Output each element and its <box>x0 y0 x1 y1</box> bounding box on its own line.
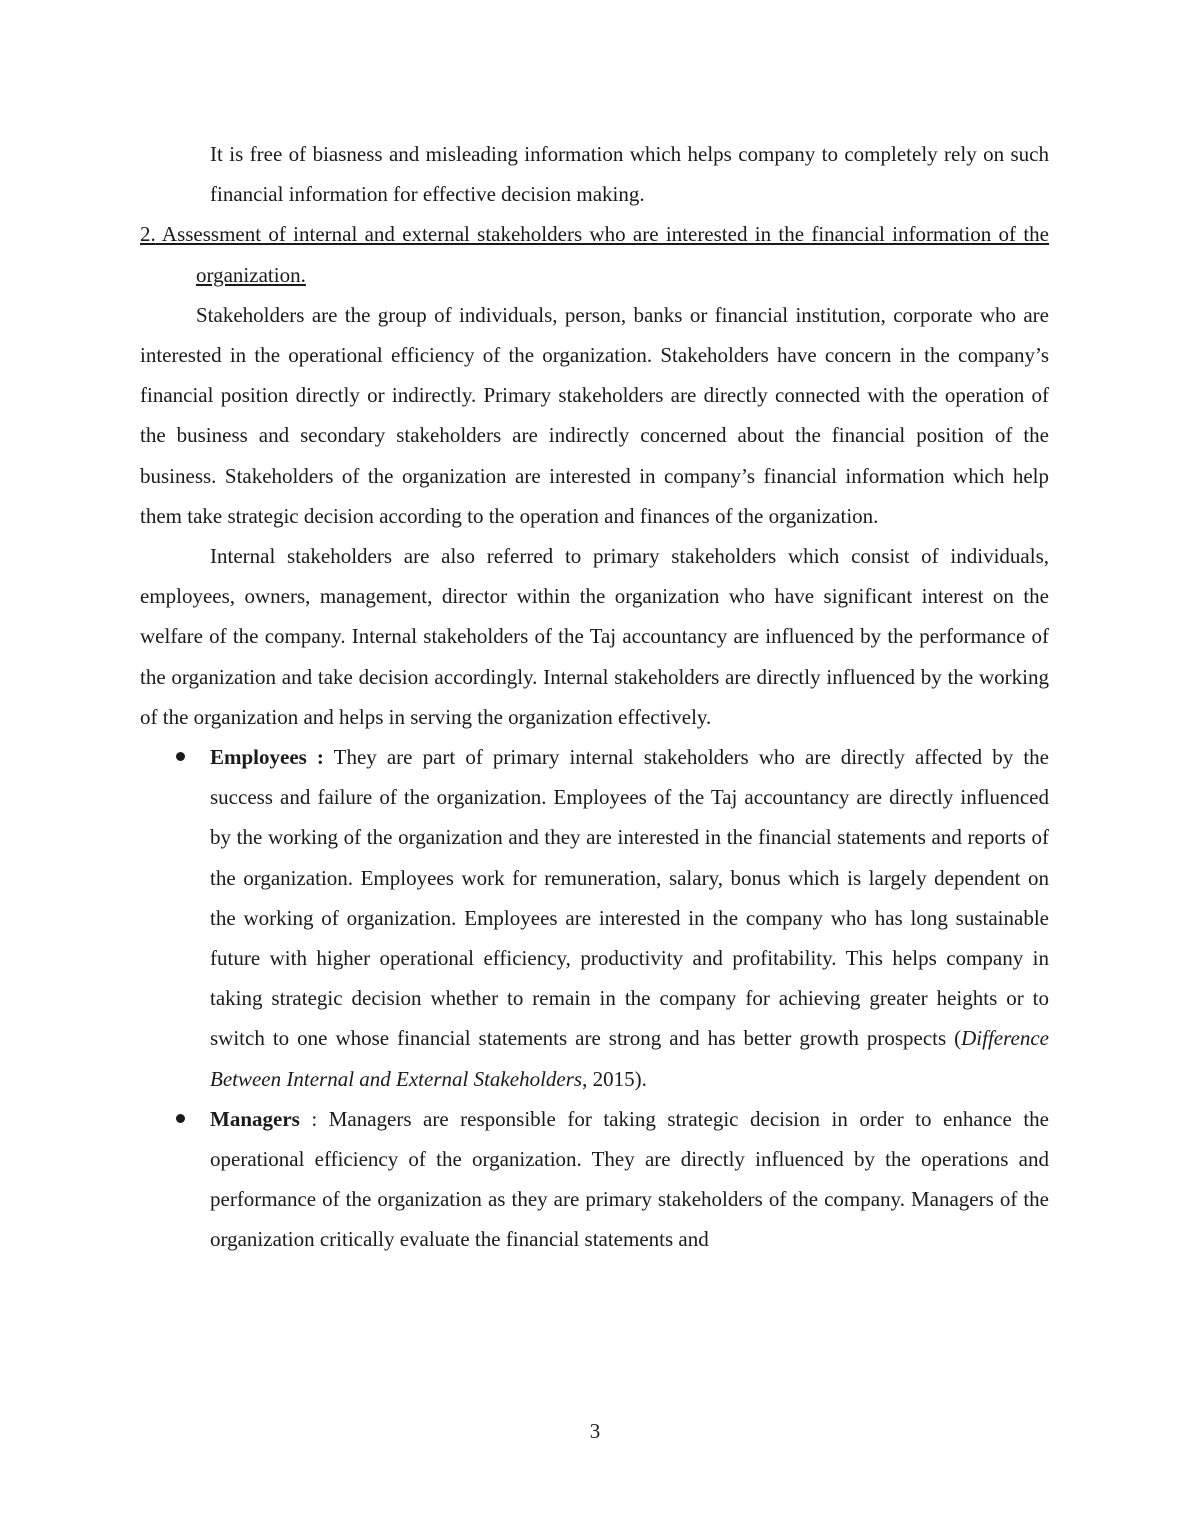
page-body <box>140 134 1049 1260</box>
managers-text: : Managers are responsible for taking strategic decision in order to enhance the operational efficiency of the organization. They are directly influenced by the operations and performance of the organization as they are primary stakeholders of the company. Managers of the organization critically evaluate the financial statements and <box>210 1106 1049 1252</box>
employees-term: Employees : <box>210 745 324 770</box>
managers-term: Managers <box>210 1106 300 1131</box>
section-heading-text: Assessment of internal and external stakeholders who are interested in the financial information of the organization. <box>161 222 1050 287</box>
bullet-icon <box>176 752 185 761</box>
employees-text: They are part of primary internal stakeholders who are directly affected by the success and failure of the organization. Employees of the Taj accountancy are directly influenced by the working of the organization and they are interested in the financial statements and reports of the organization. Employees work for remuneration, salary, bonus which is largely dependent on the working of organization. Employees are interested in the company who has long sustainable future with higher operational efficiency, productivity and profitability. This helps company in taking strategic decision whether to remain in the company for achieving greater heights or to switch to one whose financial statements are strong and has better growth prospects ( <box>210 745 1050 1051</box>
employees-citation-title: Difference Between Internal and External Stakeholders <box>210 1026 1049 1091</box>
page-number: 3 <box>589 1419 601 1443</box>
bullet-icon <box>176 1114 185 1123</box>
list-item-employees <box>140 737 1049 1099</box>
stakeholders-intro-paragraph: Stakeholders are the group of individuals, person, banks or financial institution, corporate who are interested in the operational efficiency of the organization. Stakeholders have concern in the company’s financial position directly or indirectly. Primary stakeholders are directly connected with the operation of the business and secondary stakeholders are indirectly concerned about the financial position of the business. Stakeholders of the organization are interested in company’s financial information which help them take strategic decision according to the operation and finances of the organization. <box>140 302 1049 528</box>
internal-stakeholders-paragraph: Internal stakeholders are also referred to primary stakeholders which consist of individuals, employees, owners, management, director within the organization who have significant interest on the welfare of the company. Internal stakeholders of the Taj accountancy are influenced by the performance of the organization and take decision accordingly. Internal stakeholders are directly influenced by the working of the organization and helps in serving the organization effectively. <box>140 544 1049 729</box>
section-heading-number: 2. <box>140 222 156 247</box>
employees-citation-year: , 2015). <box>582 1066 647 1091</box>
stakeholder-bullet-list <box>140 737 1049 1260</box>
list-item-managers <box>140 1099 1049 1260</box>
continuation-paragraph: It is free of biasness and misleading information which helps company to completely rely on such financial information for effective decision making. <box>210 142 1049 207</box>
section-heading <box>140 214 1049 294</box>
